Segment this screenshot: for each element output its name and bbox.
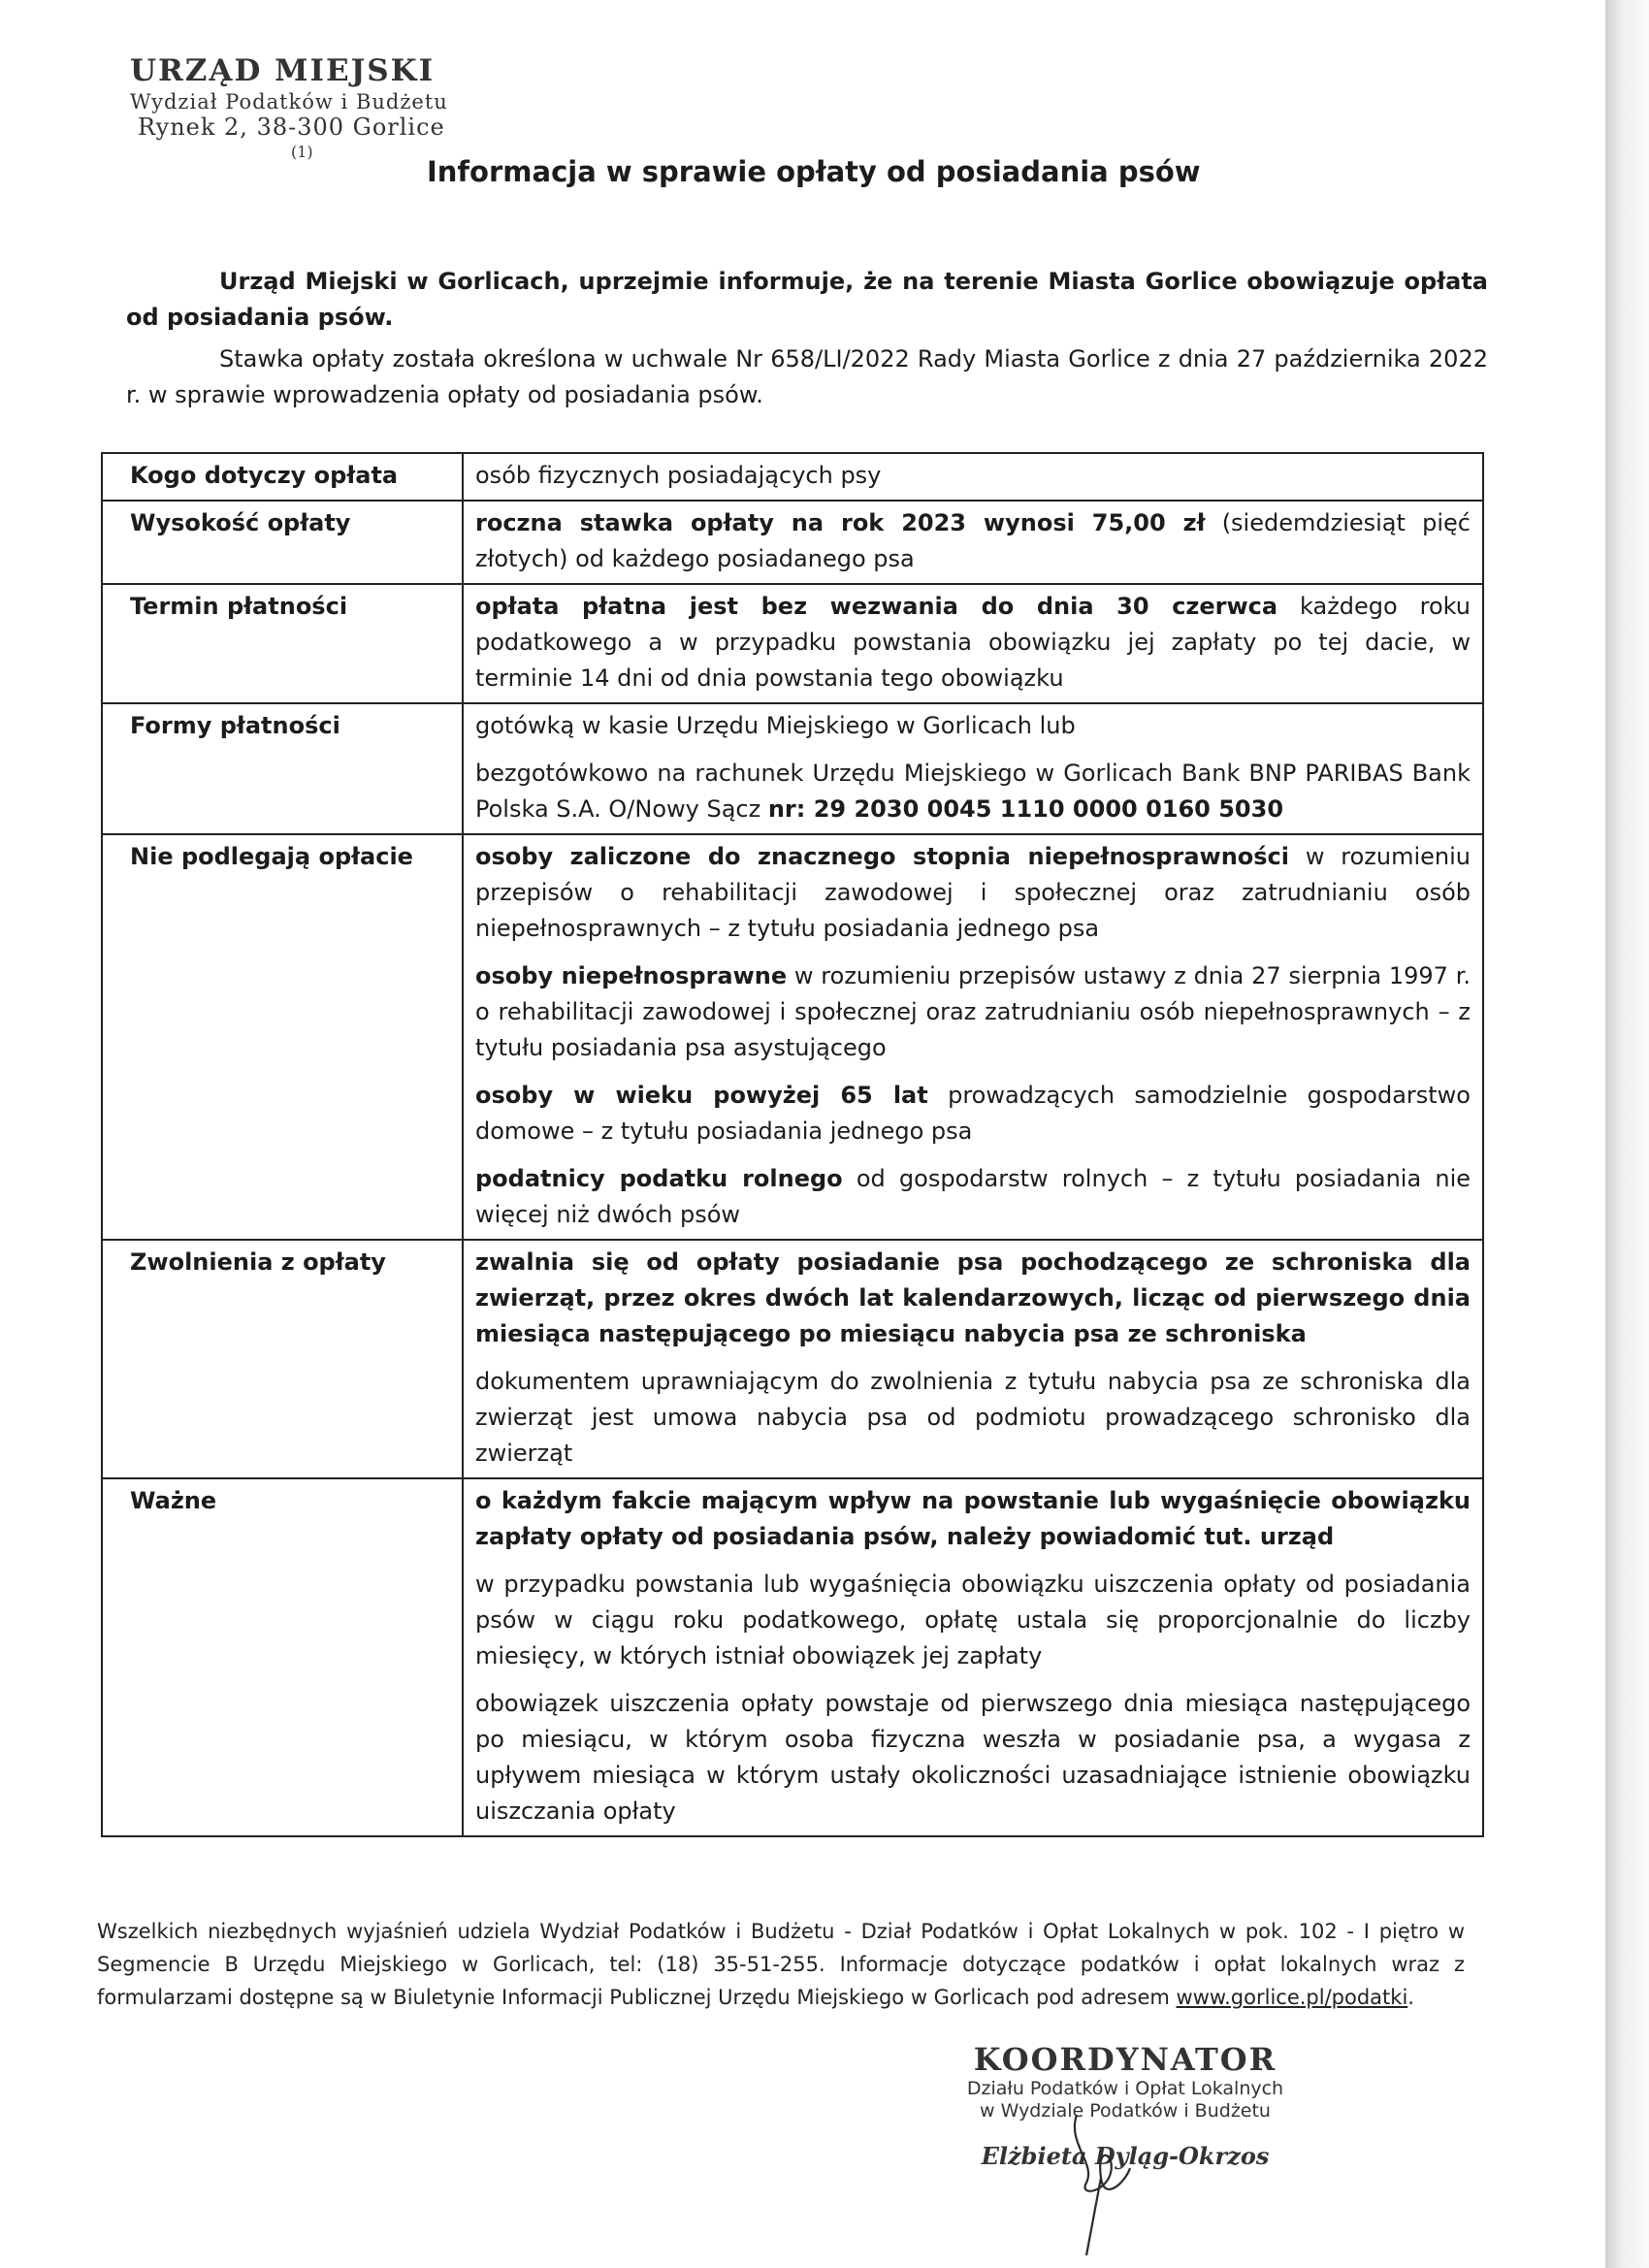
stamp-line-2: w Wydziale Podatków i Budżetu: [980, 2100, 1271, 2122]
value-text: [475, 589, 1471, 697]
value-text: [475, 505, 1471, 577]
value-text: zwalnia się od opłaty posiadanie psa pochodzącego ze schroniska dla zwierząt, przez okres dwóch lat kalendarzowych, licząc od pierwszego dnia miesiąca następującego po miesiącu nabycia psa ze schroniska: [475, 1248, 1471, 1347]
intro-paragraph-1: Urząd Miejski w Gorlicach, uprzejmie informuje, że na terenie Miasta Gorlice obowiązuje opłata od posiadania psów.: [126, 268, 1488, 331]
row-value: [463, 1240, 1483, 1478]
stamp-name: Elżbieta Dyląg-Okrzos: [981, 2142, 1270, 2170]
payment-deadline: opłata płatna jest bez wezwania do dnia 30 czerwca: [475, 593, 1278, 620]
row-value: [463, 501, 1483, 584]
row-value: [463, 584, 1483, 703]
fee-amount-detail: (siedemdziesiąt pięć złotych) od każdego posiadanego psa: [475, 509, 1471, 572]
office-header-stamp: [130, 53, 448, 161]
document-title: Informacja w sprawie opłaty od posiadania psów: [427, 155, 1201, 188]
exempt-group-detail: w rozumieniu przepisów ustawy z dnia 27 sierpnia 1997 r. o rehabilitacji zawodowej i społecznej oraz zatrudnianiu osób niepełnosprawnych – z tytułu posiadania psa asystującego: [475, 962, 1471, 1061]
value-text: o każdym fakcie mającym wpływ na powstanie lub wygaśnięcie obowiązku zapłaty opłaty od posiadania psów, należy powiadomić tut. urząd: [475, 1487, 1471, 1550]
table-row: [102, 1240, 1483, 1478]
handwritten-signature: [1057, 2086, 1145, 2260]
row-label: Zwolnienia z opłaty: [102, 1240, 463, 1478]
row-label: Kogo dotyczy opłata: [102, 453, 463, 501]
table-row: [102, 501, 1483, 584]
table-row: [102, 453, 1483, 501]
row-label: Ważne: [102, 1478, 463, 1836]
value-text: osób fizycznych posiadających psy: [475, 462, 882, 489]
value-text: [475, 1161, 1471, 1233]
value-text: [475, 1078, 1471, 1150]
exempt-group: osoby niepełnosprawne: [475, 962, 788, 989]
footer-text: Wszelkich niezbędnych wyjaśnień udziela Wydział Podatków i Budżetu - Dział Podatków i Opłat Lokalnych w pok. 102 - I piętro w Segmencie B Urzędu Miejskiego w Gorlicach, tel: (18) 35-51-255. Informacje dotyczące podatków i opłat lokalnych wraz z formularzami dostępne są w Biuletynie Informacji Publicznej Urzędu Miejskiego w Gorlicach pod adresem: [97, 1920, 1465, 2009]
tax-info-link[interactable]: www.gorlice.pl/podatki: [1176, 1986, 1408, 2009]
exempt-group-detail: prowadzących samodzielnie gospodarstwo domowe – z tytułu posiadania jednego psa: [475, 1082, 1471, 1145]
fee-info-table: [101, 452, 1484, 1837]
footer-end: .: [1407, 1986, 1414, 2009]
row-label: Nie podlegają opłacie: [102, 834, 463, 1240]
row-label: Formy płatności: [102, 703, 463, 834]
row-value: [463, 453, 1483, 501]
stamp-number: (1): [291, 143, 313, 161]
intro-section: [126, 264, 1488, 419]
table-row: [102, 834, 1483, 1240]
office-name: URZĄD MIEJSKI: [130, 53, 436, 88]
value-text: dokumentem uprawniającym do zwolnienia z tytułu nabycia psa ze schroniska dla zwierząt jest umowa nabycia psa od podmiotu prowadzącego schronisko dla zwierząt: [475, 1368, 1471, 1467]
department-name: Wydział Podatków i Budżetu: [130, 90, 448, 113]
table-row: [102, 703, 1483, 834]
stamp-line-1: Działu Podatków i Opłat Lokalnych: [966, 2078, 1284, 2099]
value-text: [475, 756, 1471, 827]
exempt-group: osoby w wieku powyżej 65 lat: [475, 1082, 928, 1109]
payment-deadline-detail: każdego roku podatkowego a w przypadku powstania obowiązku jej zapłaty po tej dacie, w terminie 14 dni od dnia powstania tego obowiązku: [475, 593, 1471, 692]
scan-edge: [1605, 0, 1649, 2268]
stamp-title: KOORDYNATOR: [973, 2041, 1277, 2078]
value-text: [475, 839, 1471, 947]
exempt-group: podatnicy podatku rolnego: [475, 1165, 843, 1192]
exempt-group-detail: od gospodarstw rolnych – z tytułu posiadania nie więcej niż dwóch psów: [475, 1165, 1471, 1228]
row-value: [463, 703, 1483, 834]
row-label: Termin płatności: [102, 584, 463, 703]
table-row: [102, 584, 1483, 703]
value-text: gotówką w kasie Urzędu Miejskiego w Gorlicach lub: [475, 712, 1076, 739]
value-text: [475, 958, 1471, 1066]
bank-transfer-text: bezgotówkowo na rachunek Urzędu Miejskiego w Gorlicach Bank BNP PARIBAS Bank Polska S.A. O/Nowy Sącz: [475, 760, 1471, 823]
office-address: Rynek 2, 38-300 Gorlice: [138, 113, 445, 141]
table-row: [102, 1478, 1483, 1836]
footer-note: [97, 1915, 1465, 2014]
row-value: [463, 1478, 1483, 1836]
value-text: obowiązek uiszczenia opłaty powstaje od pierwszego dnia miesiąca następującego po miesiącu, w którym osoba fizyczna weszła w posiadanie psa, a wygasa z upływem miesiąca w którym ustały okoliczności uzasadniające istnienie obowiązku uiszczania opłaty: [475, 1690, 1471, 1825]
value-text: w przypadku powstania lub wygaśnięcia obowiązku uiszczenia opłaty od posiadania psów w ciągu roku podatkowego, opłatę ustala się proporcjonalnie do liczby miesięcy, w których istniał obowiązek jej zapłaty: [475, 1571, 1471, 1669]
exempt-group-detail: w rozumieniu przepisów o rehabilitacji zawodowej i społecznej oraz zatrudnianiu osób niepełnosprawnych – z tytułu posiadania jednego psa: [475, 843, 1471, 942]
fee-amount: roczna stawka opłaty na rok 2023 wynosi 75,00 zł: [475, 509, 1206, 536]
row-label: Wysokość opłaty: [102, 501, 463, 584]
row-value: [463, 834, 1483, 1240]
bank-account-number: nr: 29 2030 0045 1110 0000 0160 5030: [767, 795, 1284, 823]
exempt-group: osoby zaliczone do znacznego stopnia niepełnosprawności: [475, 843, 1290, 870]
intro-paragraph-2: Stawka opłaty została określona w uchwale Nr 658/LI/2022 Rady Miasta Gorlice z dnia 27 października 2022 r. w sprawie wprowadzenia opłaty od posiadania psów.: [126, 345, 1488, 408]
